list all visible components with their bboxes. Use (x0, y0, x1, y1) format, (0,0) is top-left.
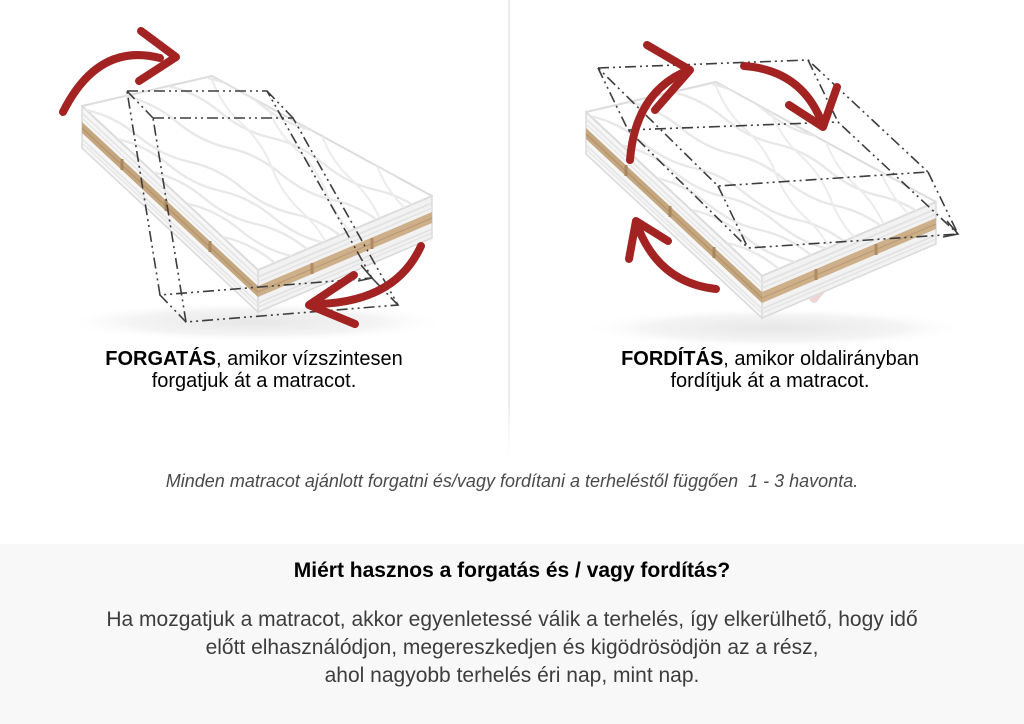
info-heading: Miért hasznos a forgatás és / vagy fordítás? (293, 559, 731, 582)
mattress-shadow (580, 308, 970, 348)
rotation-caption (0, 348, 508, 392)
info-section (0, 544, 1024, 724)
info-body (0, 606, 1024, 690)
rotation-caption-text: , amikor vízszintesen (216, 348, 403, 370)
panel-divider (508, 0, 510, 456)
recommendation-note: Minden matracot ajánlott forgatni és/vagy fordítani a terheléstől függően 1 - 3 havonta. (165, 471, 859, 491)
rotation-term: FORGATÁS (105, 348, 216, 370)
flip-term: FORDÍTÁS (621, 348, 724, 370)
info-body-line: előtt elhasználódjon, megereszkedjen és kigödrösödjön az a rész, (205, 636, 819, 659)
info-body-line: Ha mozgatjuk a matracot, akkor egyenletessé válik a terhelés, így elkerülhető, hogy idő (106, 608, 918, 631)
rotation-illustration (60, 31, 535, 393)
info-body-line: ahol nagyobb terhelés éri nap, mint nap. (324, 664, 700, 687)
flip-caption-text: , amikor oldalirányban (723, 348, 919, 370)
flip-caption (516, 348, 1024, 392)
flip-caption-line1 (516, 348, 1024, 370)
flip-illustration (580, 45, 1024, 399)
rotation-caption-line1 (0, 348, 508, 370)
rotation-caption-line2: forgatjuk át a matracot. (151, 370, 357, 392)
flip-caption-line2: fordítjuk át a matracot. (670, 370, 870, 392)
